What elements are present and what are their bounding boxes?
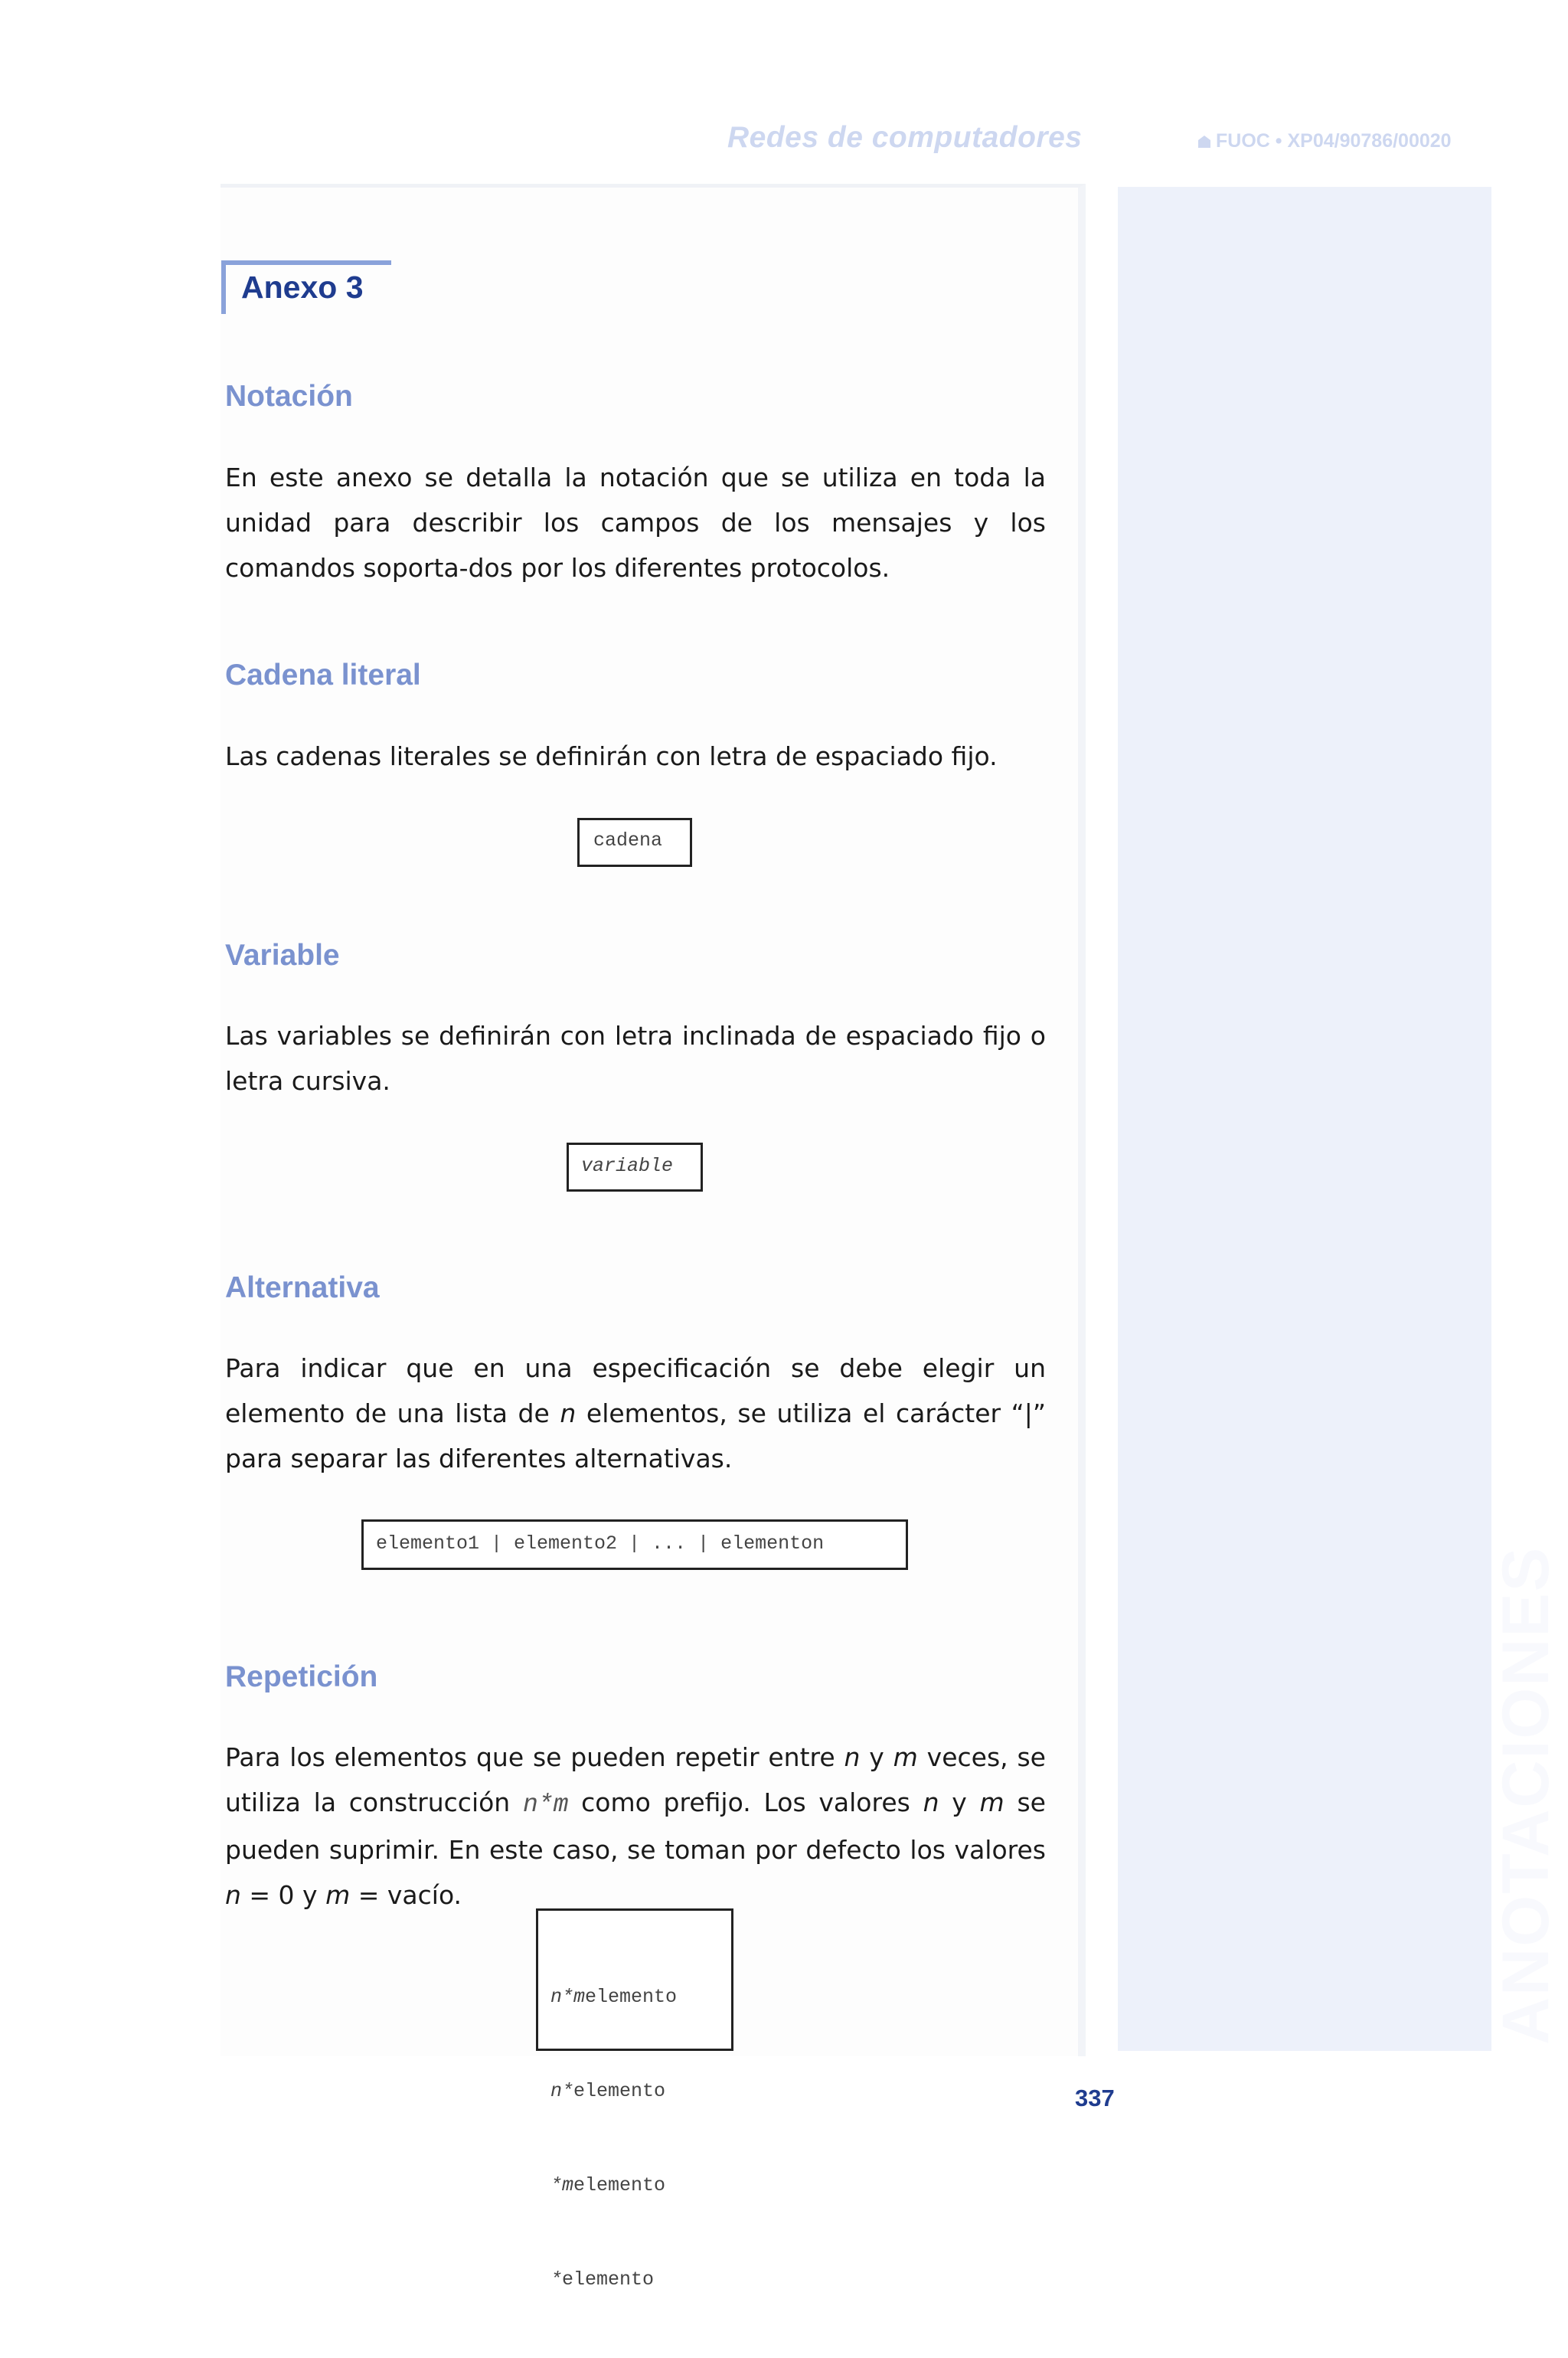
paragraph-repeticion: [225, 1735, 1046, 1918]
paragraph-cadena: Las cadenas literales se definirán con letra de espaciado fijo.: [225, 741, 998, 771]
annex-label: Anexo 3: [241, 270, 364, 305]
example-alternativa: elemento1 | elemento2 | ... | elementon: [376, 1532, 825, 1555]
rep-text-1: Para los elementos que se pueden repetir entre: [225, 1742, 835, 1772]
rep-text-4: como prefijo. Los valores: [581, 1787, 910, 1817]
repeticion-examples: [550, 1918, 677, 2358]
annotations-label: ANOTACIONES: [1489, 1545, 1563, 2045]
header-code-text: FUOC • XP04/90786/00020: [1216, 130, 1452, 152]
rep-var-n3: n: [225, 1880, 241, 1910]
repeticion-example-line: [550, 2170, 677, 2201]
repeticion-example-var: *: [550, 2268, 563, 2291]
rep-var-m2: m: [979, 1787, 1004, 1817]
alternativa-text-2: elementos, se utiliza el carácter “|” para separar las diferentes alternativas.: [225, 1398, 1046, 1473]
repeticion-example-line: [550, 2264, 677, 2295]
paragraph-variable: Las variables se definirán con letra inclinada de espaciado fijo o letra cursiva.: [225, 1021, 1046, 1096]
repeticion-example-var: *m: [550, 2174, 574, 2196]
example-box-repeticion: [536, 1908, 733, 2291]
rep-text-7: = 0 y: [249, 1880, 318, 1910]
example-box-cadena: [577, 818, 692, 867]
annex-heading: [221, 260, 391, 314]
rep-text-3: veces, se utiliza la construcción: [225, 1742, 1046, 1817]
repeticion-example-line: [550, 1981, 677, 2013]
rep-var-n2: n: [923, 1787, 939, 1817]
header-code: [1197, 130, 1452, 152]
repeticion-example-text: elemento: [573, 2174, 666, 2196]
repeticion-example-line: [550, 2075, 677, 2107]
repeticion-example-var: n*: [550, 2080, 574, 2102]
paragraph-alternativa: [225, 1346, 1046, 1481]
rep-construct: n*m: [522, 1791, 569, 1819]
rep-text-8: = vacío.: [358, 1880, 462, 1910]
fuoc-logo-icon: [1197, 135, 1211, 149]
section-heading-alternativa: Alternativa: [225, 1271, 380, 1304]
paragraph-notacion: En este anexo se detalla la notación que se utiliza en toda la unidad para describir los campos de los mensajes y los comandos soporta-dos por los diferentes protocolos.: [225, 463, 1046, 583]
rep-var-m3: m: [325, 1880, 351, 1910]
rep-text-2: y: [869, 1742, 884, 1772]
example-cadena: cadena: [593, 829, 663, 852]
header-title: Redes de computadores: [727, 121, 1083, 154]
section-heading-notacion: Notación: [225, 380, 353, 413]
rep-text-6: se pueden suprimir. En este caso, se toman por defecto los valores: [225, 1787, 1046, 1865]
repeticion-example-text: elemento: [573, 2080, 666, 2102]
example-box-variable: [567, 1143, 703, 1192]
repeticion-example-text: elemento: [562, 2268, 655, 2291]
example-variable: variable: [581, 1155, 674, 1177]
rep-var-n: n: [844, 1742, 861, 1772]
alternativa-var-n: n: [560, 1398, 577, 1428]
alternativa-text-1: Para indicar que en una especificación se debe elegir un elemento de una lista de: [225, 1353, 1046, 1428]
repeticion-example-var: n*m: [550, 1986, 586, 2008]
section-heading-repeticion: Repetición: [225, 1660, 378, 1693]
annotations-sidebar: [1118, 187, 1491, 2051]
section-heading-variable: Variable: [225, 939, 340, 972]
page-number: 337: [1075, 2085, 1115, 2111]
rep-var-m: m: [893, 1742, 918, 1772]
repeticion-example-text: elemento: [585, 1986, 678, 2008]
example-box-alternativa: [361, 1519, 908, 1570]
rep-text-5: y: [952, 1787, 967, 1817]
section-heading-cadena: Cadena literal: [225, 659, 421, 692]
